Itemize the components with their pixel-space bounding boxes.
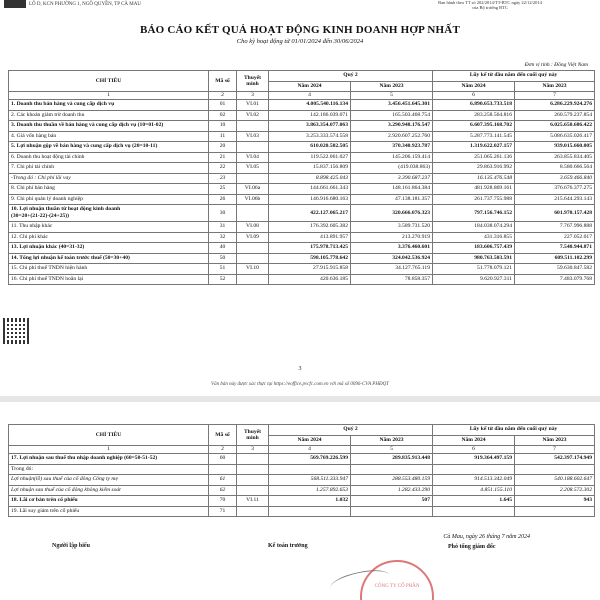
row-label: 10. Lợi nhuận thuần từ hoạt động kinh doanh bbox=[11, 206, 121, 212]
cell-y23: 5.086.635.026.417 bbox=[515, 131, 595, 142]
cell-y24: 919.364.497.159 bbox=[433, 454, 515, 465]
cell-note bbox=[237, 253, 269, 264]
cell-note: VI.01 bbox=[237, 100, 269, 111]
report-page-2 bbox=[0, 402, 600, 600]
cell-label: 5. Lợi nhuận gộp về bán hàng và cung cấp dịch vụ (20=10-11) bbox=[9, 142, 209, 153]
table-row bbox=[9, 243, 595, 254]
cell-code: 30 bbox=[209, 205, 237, 222]
idx-cell: 7 bbox=[515, 446, 595, 454]
table-row bbox=[9, 274, 595, 285]
cell-y23: 3.659.466.840 bbox=[515, 173, 595, 184]
signature-date: Cà Mau, ngày 26 tháng 7 năm 2024 bbox=[443, 534, 530, 540]
idx-cell: 1 bbox=[9, 92, 209, 100]
cell-note bbox=[237, 243, 269, 254]
cell-note: VI.11 bbox=[237, 496, 269, 507]
col-ytd-2023: Năm 2023 bbox=[515, 435, 595, 446]
idx-cell: 3 bbox=[237, 92, 269, 100]
cell-note: VI.06a bbox=[237, 184, 269, 195]
col-thuyet-minh: Thuyết minh bbox=[237, 71, 269, 92]
cell-label: 17. Lợi nhuận sau thuế thu nhập doanh nghiệp (60=50-51-52) bbox=[9, 454, 209, 465]
cell-y24: 251.065.261.136 bbox=[433, 152, 515, 163]
cell-q24: 1.032 bbox=[269, 496, 351, 507]
cell-y23: 7.540.944.871 bbox=[515, 243, 595, 254]
idx-cell: 7 bbox=[515, 92, 595, 100]
table-row bbox=[9, 184, 595, 195]
idx-cell: 5 bbox=[351, 92, 433, 100]
cell-code: 52 bbox=[209, 274, 237, 285]
cell-q24 bbox=[269, 506, 351, 517]
cell-y23: 7.483.079.768 bbox=[515, 274, 595, 285]
cell-note bbox=[237, 464, 269, 475]
cell-note bbox=[237, 142, 269, 153]
cell-code: 25 bbox=[209, 184, 237, 195]
cell-q23: 47.138.181.357 bbox=[351, 194, 433, 205]
col-ma-so: Mã số bbox=[209, 71, 237, 92]
table-row bbox=[9, 121, 595, 132]
row-label-formula: (30=20+(21-22)-(24+25)) bbox=[11, 213, 70, 219]
cell-q24: 3.253.333.574.558 bbox=[269, 131, 351, 142]
cell-q24 bbox=[269, 464, 351, 475]
column-index-row bbox=[9, 446, 595, 454]
cell-q24: 15.837.156.809 bbox=[269, 163, 351, 174]
cell-label: 13. Lợi nhuận khác (40=31-32) bbox=[9, 243, 209, 254]
cell-note: VI.06b bbox=[237, 194, 269, 205]
table-row bbox=[9, 475, 595, 486]
company-logo-icon bbox=[4, 0, 26, 8]
idx-cell: 1 bbox=[9, 446, 209, 454]
cell-y23: 540.188.602.647 bbox=[515, 475, 595, 486]
cell-q24: 598.105.778.642 bbox=[269, 253, 351, 264]
company-address: LÔ D, KCN PHƯỜNG 1, NGÔ QUYỀN, TP CÀ MAU bbox=[29, 2, 141, 8]
cell-q23: (419.038.863) bbox=[351, 163, 433, 174]
cell-q24: 413.891.957 bbox=[269, 232, 351, 243]
verification-footer: Văn bản này được xác thực tại https://eoffice.pvcfc.com.vn với mã số 0096-CVA PHĐQT bbox=[211, 382, 389, 387]
cell-y24: 29.863.916.992 bbox=[433, 163, 515, 174]
cell-note bbox=[237, 205, 269, 222]
cell-y23: 601.970.157.428 bbox=[515, 205, 595, 222]
cell-note: VI.04 bbox=[237, 152, 269, 163]
cell-note: VI.10 bbox=[237, 264, 269, 275]
cell-note bbox=[237, 173, 269, 184]
col-quy2: Quý 2 bbox=[269, 71, 433, 82]
currency-unit: Đơn vị tính : Đồng Việt Nam bbox=[524, 62, 588, 68]
cell-y23: 7.767.996.888 bbox=[515, 222, 595, 233]
cell-code bbox=[209, 464, 237, 475]
cell-note bbox=[237, 274, 269, 285]
cell-note: VI.03 bbox=[237, 131, 269, 142]
table-row bbox=[9, 506, 595, 517]
cell-q23: 78.858.357 bbox=[351, 274, 433, 285]
cell-label: 15. Chi phí thuế TNDN hiện hành bbox=[9, 264, 209, 275]
cell-code: 60 bbox=[209, 454, 237, 465]
cell-y24 bbox=[433, 506, 515, 517]
cell-note bbox=[237, 454, 269, 465]
cell-q23: 3.376.460.601 bbox=[351, 243, 433, 254]
cell-y24: 914.513.342.049 bbox=[433, 475, 515, 486]
cell-q23: 3.290.948.176.547 bbox=[351, 121, 433, 132]
cell-q23: 3.456.451.645.301 bbox=[351, 100, 433, 111]
cell-q24: 569.769.226.599 bbox=[269, 454, 351, 465]
cell-code: 26 bbox=[209, 194, 237, 205]
cell-y24: 5.287.773.141.545 bbox=[433, 131, 515, 142]
idx-cell: 2 bbox=[209, 92, 237, 100]
cell-y24: 980.763.503.591 bbox=[433, 253, 515, 264]
table-row bbox=[9, 496, 595, 507]
cell-code: 11 bbox=[209, 131, 237, 142]
idx-cell: 5 bbox=[351, 446, 433, 454]
cell-q24: 142.186.039.071 bbox=[269, 110, 351, 121]
cell-note: VI.05 bbox=[237, 163, 269, 174]
cell-q23: 2.920.607.252.760 bbox=[351, 131, 433, 142]
cell-code: 22 bbox=[209, 163, 237, 174]
table-row bbox=[9, 100, 595, 111]
cell-y24: 4.851.155.110 bbox=[433, 485, 515, 496]
col-q2-2023: Năm 2023 bbox=[351, 435, 433, 446]
cell-q23 bbox=[351, 506, 433, 517]
cell-label: 3. Doanh thu thuần về bán hàng và cung cấp dịch vụ (10=01-02) bbox=[9, 121, 209, 132]
col-ytd-2023: Năm 2023 bbox=[515, 81, 595, 92]
cell-y24: 1.645 bbox=[433, 496, 515, 507]
cell-label: 2. Các khoản giảm trừ doanh thu bbox=[9, 110, 209, 121]
cell-note bbox=[237, 485, 269, 496]
cell-label: 12. Chi phí khác bbox=[9, 232, 209, 243]
table-row bbox=[9, 205, 595, 222]
cell-y24: 797.156.746.152 bbox=[433, 205, 515, 222]
cell-y24: 6.890.653.733.518 bbox=[433, 100, 515, 111]
cell-y24: 9.620.927.311 bbox=[433, 274, 515, 285]
table-row bbox=[9, 163, 595, 174]
cell-note: VI.09 bbox=[237, 232, 269, 243]
col-quy2: Quý 2 bbox=[269, 425, 433, 436]
cell-y23: 943 bbox=[515, 496, 595, 507]
cell-y24: 1.319.622.027.157 bbox=[433, 142, 515, 153]
cell-code: 40 bbox=[209, 243, 237, 254]
income-statement-table-1 bbox=[8, 70, 595, 285]
cell-code: 21 bbox=[209, 152, 237, 163]
cell-label: 16. Chi phí thuế TNDN hoãn lại bbox=[9, 274, 209, 285]
cell-code: 51 bbox=[209, 264, 237, 275]
cell-label: 9. Chi phí quản lý doanh nghiệp bbox=[9, 194, 209, 205]
cell-y23: 263.855.834.405 bbox=[515, 152, 595, 163]
cell-q23: 288.553.480.159 bbox=[351, 475, 433, 486]
col-thuyet-minh: Thuyết minh bbox=[237, 425, 269, 446]
col-luy-ke: Lũy kế từ đầu năm đến cuối quý này bbox=[433, 71, 595, 82]
cell-code: 01 bbox=[209, 100, 237, 111]
income-statement-table-2 bbox=[8, 424, 595, 517]
cell-y24: 481.928.869.161 bbox=[433, 184, 515, 195]
col-q2-2023: Năm 2023 bbox=[351, 81, 433, 92]
cell-q23: 1.282.433.290 bbox=[351, 485, 433, 496]
cell-label: 19. Lãi suy giảm trên cổ phiếu bbox=[9, 506, 209, 517]
cell-q23: 213.270.919 bbox=[351, 232, 433, 243]
cell-label: Lợi nhuận sau thuế của cổ đông không kiểm soát bbox=[9, 485, 209, 496]
cell-y24: 16.135.476.548 bbox=[433, 173, 515, 184]
cell-y23 bbox=[515, 506, 595, 517]
col-chi-tieu: CHỈ TIÊU bbox=[9, 425, 209, 446]
cell-q24: 144.661.661.343 bbox=[269, 184, 351, 195]
cell-q24: 8.898.425.043 bbox=[269, 173, 351, 184]
cell-code: 32 bbox=[209, 232, 237, 243]
cell-q24: 27.915.915.858 bbox=[269, 264, 351, 275]
cell-q24: 422.127.065.217 bbox=[269, 205, 351, 222]
table-row bbox=[9, 152, 595, 163]
cell-note bbox=[237, 475, 269, 486]
cell-y24: 431.316.855 bbox=[433, 232, 515, 243]
cell-q24: 568.511.333.947 bbox=[269, 475, 351, 486]
cell-code: 10 bbox=[209, 121, 237, 132]
cell-q23: 320.666.076.323 bbox=[351, 205, 433, 222]
cell-y23: 939.015.660.005 bbox=[515, 142, 595, 153]
cell-y24: 283.258.564.816 bbox=[433, 110, 515, 121]
cell-y23: 227.052.017 bbox=[515, 232, 595, 243]
cell-y23: 2.208.572.302 bbox=[515, 485, 595, 496]
table-row bbox=[9, 142, 595, 153]
cell-y23: 6.286.229.924.276 bbox=[515, 100, 595, 111]
cell-label: -Trong đó : Chi phí lãi vay bbox=[9, 173, 209, 184]
company-seal-stamp bbox=[360, 560, 434, 600]
cell-q23: 3.589.731.520 bbox=[351, 222, 433, 233]
cell-code: 50 bbox=[209, 253, 237, 264]
cell-q23: 34.127.765.119 bbox=[351, 264, 433, 275]
cell-label: 18. Lãi cơ bản trên cổ phiếu bbox=[9, 496, 209, 507]
cell-label: 14. Tổng lợi nhuận kế toán trước thuế (50=30+40) bbox=[9, 253, 209, 264]
cell-y23 bbox=[515, 464, 595, 475]
cell-y23: 6.025.650.686.422 bbox=[515, 121, 595, 132]
cell-y23: 260.579.237.854 bbox=[515, 110, 595, 121]
cell-code: 62 bbox=[209, 485, 237, 496]
col-luy-ke: Lũy kế từ đầu năm đến cuối quý này bbox=[433, 425, 595, 436]
cell-label: 6. Doanh thu hoạt động tài chính bbox=[9, 152, 209, 163]
cell-q24: 4.005.540.116.134 bbox=[269, 100, 351, 111]
cell-y23: 59.630.847.582 bbox=[515, 264, 595, 275]
cell-label bbox=[9, 205, 209, 222]
cell-label: 11. Thu nhập khác bbox=[9, 222, 209, 233]
cell-y23: 8.580.666.564 bbox=[515, 163, 595, 174]
cell-q24: 119.522.061.027 bbox=[269, 152, 351, 163]
cell-y24: 6.607.395.168.702 bbox=[433, 121, 515, 132]
cell-q23 bbox=[351, 464, 433, 475]
cell-label: 8. Chi phí bán hàng bbox=[9, 184, 209, 195]
idx-cell: 4 bbox=[269, 446, 351, 454]
cell-y23: 215.644.293.143 bbox=[515, 194, 595, 205]
table-row bbox=[9, 173, 595, 184]
idx-cell: 2 bbox=[209, 446, 237, 454]
company-header bbox=[4, 0, 141, 8]
column-index-row bbox=[9, 92, 595, 100]
cell-label: 4. Giá vốn hàng bán bbox=[9, 131, 209, 142]
cell-y24: 184.038.074.294 bbox=[433, 222, 515, 233]
cell-q24: 175.978.713.425 bbox=[269, 243, 351, 254]
table-row bbox=[9, 194, 595, 205]
cell-q23: 145.206.159.414 bbox=[351, 152, 433, 163]
cell-note bbox=[237, 506, 269, 517]
col-q2-2024: Năm 2024 bbox=[269, 81, 351, 92]
report-period: Cho kỳ hoạt động từ 01/01/2024 đến 30/06/2024 bbox=[236, 38, 364, 45]
idx-cell: 3 bbox=[237, 446, 269, 454]
table-row bbox=[9, 222, 595, 233]
table-row bbox=[9, 131, 595, 142]
cell-y23: 542.397.174.949 bbox=[515, 454, 595, 465]
table-row bbox=[9, 110, 595, 121]
cell-label: Trong đó: bbox=[9, 464, 209, 475]
circular-reference bbox=[400, 0, 580, 10]
idx-cell: 6 bbox=[433, 92, 515, 100]
cell-q24: 1.257.892.653 bbox=[269, 485, 351, 496]
table-row bbox=[9, 464, 595, 475]
cell-code: 61 bbox=[209, 475, 237, 486]
cell-q24: 420.636.185 bbox=[269, 274, 351, 285]
stamp-text: CÔNG TY CỔ PHẦN bbox=[374, 584, 420, 589]
cell-q24: 176.392.605.382 bbox=[269, 222, 351, 233]
cell-code: 20 bbox=[209, 142, 237, 153]
idx-cell: 4 bbox=[269, 92, 351, 100]
chief-accountant-label: Kế toán trưởng bbox=[268, 543, 308, 549]
cell-label: 7. Chi phí tài chính bbox=[9, 163, 209, 174]
cell-q23: 507 bbox=[351, 496, 433, 507]
cell-q23: 324.042.536.924 bbox=[351, 253, 433, 264]
cell-note: VI.02 bbox=[237, 110, 269, 121]
cell-note bbox=[237, 121, 269, 132]
cell-q23: 370.340.923.787 bbox=[351, 142, 433, 153]
cell-q23: 3.390.687.237 bbox=[351, 173, 433, 184]
col-ytd-2024: Năm 2024 bbox=[433, 435, 515, 446]
cell-q24: 3.863.354.077.063 bbox=[269, 121, 351, 132]
cell-q23: 148.161.864.384 bbox=[351, 184, 433, 195]
cell-y24 bbox=[433, 464, 515, 475]
table-row bbox=[9, 232, 595, 243]
col-q2-2024: Năm 2024 bbox=[269, 435, 351, 446]
circular-line-2: của Bộ trưởng BTC bbox=[472, 5, 508, 10]
cell-note: VI.08 bbox=[237, 222, 269, 233]
preparer-label: Người lập biểu bbox=[52, 543, 90, 549]
cell-code: 71 bbox=[209, 506, 237, 517]
cell-q23: 165.503.468.754 bbox=[351, 110, 433, 121]
cell-code: 02 bbox=[209, 110, 237, 121]
cell-q24: 146.916.680.163 bbox=[269, 194, 351, 205]
table-row bbox=[9, 454, 595, 465]
cell-code: 31 bbox=[209, 222, 237, 233]
cell-code: 23 bbox=[209, 173, 237, 184]
cell-label: Lợi nhuận(lỗ) sau thuế của cổ đông Công ty mẹ bbox=[9, 475, 209, 486]
page-number: 3 bbox=[298, 366, 302, 372]
table-row bbox=[9, 485, 595, 496]
cell-y23: 376.676.377.275 bbox=[515, 184, 595, 195]
qr-code-icon bbox=[3, 318, 29, 344]
cell-label: 1. Doanh thu bán hàng và cung cấp dịch vụ bbox=[9, 100, 209, 111]
table-row bbox=[9, 264, 595, 275]
col-ma-so: Mã số bbox=[209, 425, 237, 446]
cell-y23: 609.511.102.299 bbox=[515, 253, 595, 264]
idx-cell: 6 bbox=[433, 446, 515, 454]
report-title: BÁO CÁO KẾT QUẢ HOẠT ĐỘNG KINH DOANH HỢP NHẤT bbox=[140, 24, 460, 36]
cell-q24: 610.020.502.505 bbox=[269, 142, 351, 153]
col-chi-tieu: CHỈ TIÊU bbox=[9, 71, 209, 92]
table-row bbox=[9, 253, 595, 264]
deputy-director-label: Phó tổng giám đốc bbox=[448, 544, 496, 550]
cell-y24: 51.778.079.121 bbox=[433, 264, 515, 275]
circular-line-1: Ban hành theo TT số 202/2014/TT-BTC ngày 22/12/2014 bbox=[438, 0, 542, 5]
col-ytd-2024: Năm 2024 bbox=[433, 81, 515, 92]
cell-y24: 261.737.755.988 bbox=[433, 194, 515, 205]
cell-y24: 183.606.757.439 bbox=[433, 243, 515, 254]
cell-code: 70 bbox=[209, 496, 237, 507]
cell-q23: 289.835.913.448 bbox=[351, 454, 433, 465]
